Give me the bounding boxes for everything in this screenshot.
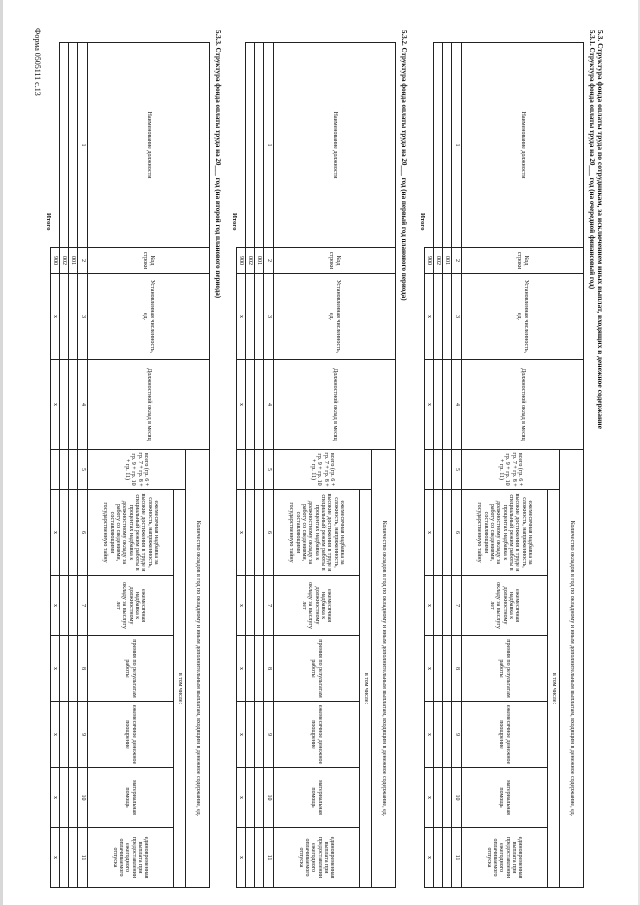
x-mark: x xyxy=(425,702,434,768)
x-mark: x xyxy=(237,636,246,702)
total-cell xyxy=(425,450,434,490)
table-cell xyxy=(246,450,255,490)
table-cell xyxy=(60,636,69,702)
table-cell xyxy=(255,274,264,360)
table-cell xyxy=(246,490,255,576)
table-cell xyxy=(434,702,443,768)
col-11-header: единовременная выплата при предоставлении ежегодного оплачиваемого отпуска xyxy=(274,828,360,888)
x-mark: x xyxy=(425,274,434,360)
column-number-11: 11 xyxy=(264,828,274,888)
column-number-2: 2 xyxy=(264,248,274,274)
table-cell xyxy=(69,702,78,768)
row-code: 002 xyxy=(246,248,255,274)
x-mark: x xyxy=(51,576,60,636)
row-code: 002 xyxy=(60,248,69,274)
column-number-8: 8 xyxy=(452,636,462,702)
x-mark: x xyxy=(51,636,60,702)
x-mark: x xyxy=(237,360,246,450)
row-code: 001 xyxy=(255,248,264,274)
table-cell xyxy=(246,702,255,768)
table-cell xyxy=(69,43,78,248)
table-cell xyxy=(255,828,264,888)
col-salary-header: Должностной оклад в месяц xyxy=(88,360,210,450)
table-title: 5.3.1. Структура фонда оплаты труда на 20___ год (на очередной финансовый год) xyxy=(588,30,596,290)
table-cell xyxy=(246,274,255,360)
table-cell xyxy=(60,450,69,490)
col-7-header: ежемесячная надбавка к должностному окладу за выслугу лет xyxy=(88,576,174,636)
col-9-header: ежемесячное денежное поощрение xyxy=(462,702,548,768)
column-number-7: 7 xyxy=(264,576,274,636)
table-title: 5.3.2. Структура фонда оплаты труда на 20___ год (на первый год планового периода) xyxy=(400,30,408,301)
column-number-8: 8 xyxy=(264,636,274,702)
column-number-1: 1 xyxy=(264,43,274,248)
table-cell xyxy=(443,360,452,450)
col-7-header: ежемесячная надбавка к должностному окладу за выслугу лет xyxy=(462,576,548,636)
column-number-6: 6 xyxy=(264,490,274,576)
table-row xyxy=(434,43,443,888)
table-cell xyxy=(246,828,255,888)
total-code: 900 xyxy=(425,248,434,274)
x-mark: x xyxy=(425,490,434,576)
column-number-3: 3 xyxy=(78,274,88,360)
x-mark: x xyxy=(237,274,246,360)
table-cell xyxy=(60,702,69,768)
x-mark: x xyxy=(237,768,246,828)
table-cell xyxy=(69,274,78,360)
column-number-8: 8 xyxy=(78,636,88,702)
table-cell xyxy=(443,702,452,768)
col-name-header: Наименование должности xyxy=(274,43,396,248)
column-number-2: 2 xyxy=(452,248,462,274)
col-10-header: материальная помощь xyxy=(274,768,360,828)
col-incl-header: в том числе: xyxy=(360,490,372,888)
col-7-header: ежемесячная надбавка к должностному окладу за выслугу лет xyxy=(274,576,360,636)
col-10-header: материальная помощь xyxy=(462,768,548,828)
col-group-header: Количество окладов в год по окладному и иным дополнительным выплатам, входящим в денежное содержание, ед. xyxy=(186,450,210,888)
column-number-7: 7 xyxy=(78,576,88,636)
col-8-header: премия по результатам работы xyxy=(462,636,548,702)
section-title: 5.3. Структура фонда оплаты труда по сотрудникам, за исключением иных выплат, входящих в денежное содержание xyxy=(596,30,605,429)
column-number-9: 9 xyxy=(78,702,88,768)
table-row xyxy=(60,43,69,888)
table-cell xyxy=(60,490,69,576)
column-number-11: 11 xyxy=(78,828,88,888)
table-row xyxy=(255,43,264,888)
x-mark: x xyxy=(51,360,60,450)
x-mark: x xyxy=(51,490,60,576)
table-cell xyxy=(434,274,443,360)
table-cell xyxy=(60,360,69,450)
col-6-header: ежемесячная надбавка за сложность, напряженность, высокие достижения в труде и специальный режим работы в процентах надбавка к должностному окладу за работу со сведениями, составляющими государственную тайну xyxy=(274,490,360,576)
col-8-header: премия по результатам работы xyxy=(274,636,360,702)
col-9-header: ежемесячное денежное поощрение xyxy=(88,702,174,768)
fot-structure-table-2 xyxy=(236,42,396,888)
table-cell xyxy=(246,768,255,828)
fot-structure-table-1 xyxy=(424,42,584,888)
table-row xyxy=(69,43,78,888)
col-code-header: Код строки xyxy=(462,248,584,274)
column-number-11: 11 xyxy=(452,828,462,888)
x-mark: x xyxy=(51,702,60,768)
column-number-4: 4 xyxy=(78,360,88,450)
table-cell xyxy=(434,768,443,828)
table-cell xyxy=(434,828,443,888)
col-9-header: ежемесячное денежное поощрение xyxy=(274,702,360,768)
col-incl-header: в том числе: xyxy=(548,490,560,888)
column-number-10: 10 xyxy=(452,768,462,828)
table-cell xyxy=(434,360,443,450)
table-cell xyxy=(69,490,78,576)
x-mark: x xyxy=(425,636,434,702)
col-10-header: материальная помощь xyxy=(88,768,174,828)
x-mark: x xyxy=(237,702,246,768)
col-group-header: Количество окладов в год по окладному и иным дополнительным выплатам, входящим в денежное содержание, ед. xyxy=(560,450,584,888)
table-cell xyxy=(443,576,452,636)
col-staff-header: Установленная численность, ед. xyxy=(462,274,584,360)
column-number-9: 9 xyxy=(452,702,462,768)
column-number-4: 4 xyxy=(452,360,462,450)
x-mark: x xyxy=(237,490,246,576)
table-cell xyxy=(255,576,264,636)
table-cell xyxy=(255,768,264,828)
column-number-6: 6 xyxy=(452,490,462,576)
col-salary-header: Должностной оклад в месяц xyxy=(462,360,584,450)
column-numbers-row xyxy=(78,43,88,888)
table-cell xyxy=(434,490,443,576)
total-row xyxy=(237,43,246,888)
x-mark: x xyxy=(425,360,434,450)
table-cell xyxy=(255,636,264,702)
x-mark: x xyxy=(425,828,434,888)
row-code: 001 xyxy=(443,248,452,274)
table-cell xyxy=(443,636,452,702)
column-number-9: 9 xyxy=(264,702,274,768)
total-code: 900 xyxy=(51,248,60,274)
table-cell xyxy=(255,450,264,490)
col-11-header: единовременная выплата при предоставлении ежегодного оплачиваемого отпуска xyxy=(462,828,548,888)
column-number-1: 1 xyxy=(78,43,88,248)
total-label: Итого xyxy=(45,213,52,231)
table-cell xyxy=(60,43,69,248)
column-number-1: 1 xyxy=(452,43,462,248)
total-cell xyxy=(51,450,60,490)
total-label: Итого xyxy=(419,213,426,231)
table-cell xyxy=(60,274,69,360)
column-number-10: 10 xyxy=(78,768,88,828)
table-cell xyxy=(69,636,78,702)
total-row xyxy=(425,43,434,888)
table-cell xyxy=(60,768,69,828)
table-cell xyxy=(434,636,443,702)
table-cell xyxy=(69,576,78,636)
total-label: Итого xyxy=(231,213,238,231)
table-row xyxy=(443,43,452,888)
col-name-header: Наименование должности xyxy=(88,43,210,248)
column-numbers-row xyxy=(264,43,274,888)
column-number-6: 6 xyxy=(78,490,88,576)
column-number-10: 10 xyxy=(264,768,274,828)
table-cell xyxy=(443,490,452,576)
table-cell xyxy=(255,702,264,768)
table-cell xyxy=(246,636,255,702)
x-mark: x xyxy=(51,828,60,888)
table-cell xyxy=(69,450,78,490)
table-cell xyxy=(246,360,255,450)
column-number-3: 3 xyxy=(264,274,274,360)
column-number-2: 2 xyxy=(78,248,88,274)
column-number-4: 4 xyxy=(264,360,274,450)
col-code-header: Код строки xyxy=(88,248,210,274)
table-cell xyxy=(60,828,69,888)
table-cell xyxy=(443,828,452,888)
col-incl-header: в том числе: xyxy=(174,490,186,888)
column-numbers-row xyxy=(452,43,462,888)
total-row xyxy=(51,43,60,888)
col-code-header: Код строки xyxy=(274,248,396,274)
column-number-7: 7 xyxy=(452,576,462,636)
table-cell xyxy=(443,768,452,828)
table-cell xyxy=(255,360,264,450)
col-total-header: всего (гр. 6 + гр. 7 + гр. 8 + гр. 9 + гр. 10 + гр. 11) xyxy=(88,450,186,490)
column-number-5: 5 xyxy=(78,450,88,490)
table-cell xyxy=(434,450,443,490)
col-total-header: всего (гр. 6 + гр. 7 + гр. 8 + гр. 9 + гр. 10 + гр. 11) xyxy=(274,450,372,490)
x-mark: x xyxy=(237,828,246,888)
x-mark: x xyxy=(425,576,434,636)
form-code: Форма 0505111 с.13 xyxy=(33,28,42,96)
col-total-header: всего (гр. 6 + гр. 7 + гр. 8 + гр. 9 + гр. 10 + гр. 11) xyxy=(462,450,560,490)
table-cell xyxy=(246,576,255,636)
column-number-3: 3 xyxy=(452,274,462,360)
col-salary-header: Должностной оклад в месяц xyxy=(274,360,396,450)
table-cell xyxy=(443,450,452,490)
total-cell xyxy=(237,450,246,490)
table-cell xyxy=(443,274,452,360)
table-cell xyxy=(246,43,255,248)
column-number-5: 5 xyxy=(452,450,462,490)
table-cell xyxy=(69,360,78,450)
column-number-5: 5 xyxy=(264,450,274,490)
col-6-header: ежемесячная надбавка за сложность, напряженность, высокие достижения в труде и специальный режим работы в процентах надбавка к должностному окладу за работу со сведениями, составляющими государственную тайну xyxy=(462,490,548,576)
table-cell xyxy=(255,490,264,576)
col-11-header: единовременная выплата при предоставлении ежегодного оплачиваемого отпуска xyxy=(88,828,174,888)
table-cell xyxy=(443,43,452,248)
table-cell xyxy=(434,576,443,636)
total-code: 900 xyxy=(237,248,246,274)
col-group-header: Количество окладов в год по окладному и иным дополнительным выплатам, входящим в денежное содержание, ед. xyxy=(372,450,396,888)
table-title: 5.3.3. Структура фонда оплаты труда на 20___ год (на второй год планового периода) xyxy=(214,30,222,299)
row-code: 002 xyxy=(434,248,443,274)
row-code: 001 xyxy=(69,248,78,274)
x-mark: x xyxy=(425,768,434,828)
col-6-header: ежемесячная надбавка за сложность, напряженность, высокие достижения в труде и специальный режим работы в процентах надбавка к должностному окладу за работу со сведениями, составляющими государственную тайну xyxy=(88,490,174,576)
table-row xyxy=(246,43,255,888)
x-mark: x xyxy=(51,274,60,360)
col-staff-header: Установленная численность, ед. xyxy=(88,274,210,360)
col-staff-header: Установленная численность, ед. xyxy=(274,274,396,360)
table-cell xyxy=(69,768,78,828)
table-cell xyxy=(434,43,443,248)
table-cell xyxy=(60,576,69,636)
fot-structure-table-3 xyxy=(50,42,210,888)
table-cell xyxy=(69,828,78,888)
x-mark: x xyxy=(51,768,60,828)
x-mark: x xyxy=(237,576,246,636)
col-name-header: Наименование должности xyxy=(462,43,584,248)
col-8-header: премия по результатам работы xyxy=(88,636,174,702)
table-cell xyxy=(255,43,264,248)
